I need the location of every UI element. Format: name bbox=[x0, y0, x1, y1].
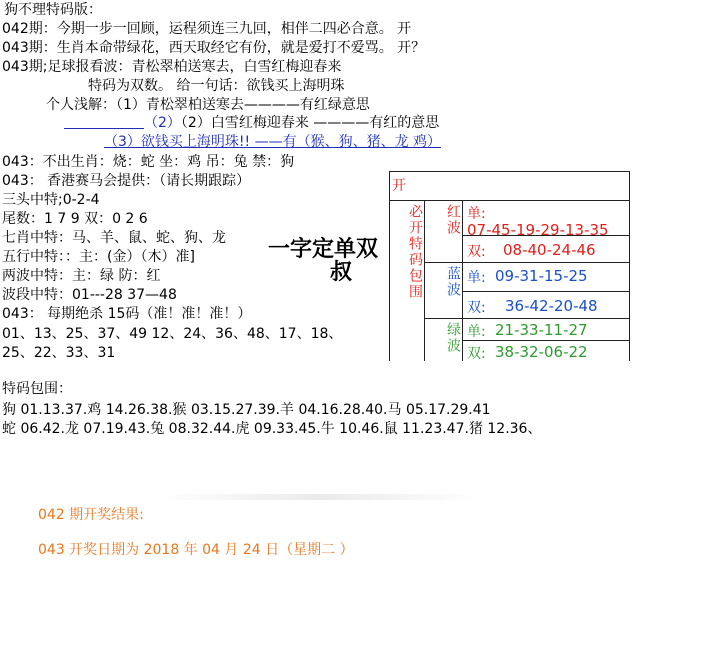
wave-red-label: 红波 bbox=[424, 200, 462, 262]
wave-red-odd-label: 单: bbox=[467, 206, 486, 222]
two-waves: 两波中特：主：绿 防：红 bbox=[2, 268, 161, 284]
zodiac-numbers-row-1: 狗 01.13.37.鸡 14.26.38.猴 03.15.27.39.羊 04.16.28.40.马 05.17.29.41 bbox=[2, 402, 491, 418]
wave-blue-even bbox=[462, 291, 630, 318]
line-042-riddle: 042期：今期一步一回顾，运程须连三九回，相伴二四必合意。 开 bbox=[2, 21, 412, 37]
wave-blue-label: 蓝波 bbox=[424, 262, 462, 318]
wave-red-odd-numbers: 07-45-19-29-13-35 bbox=[467, 221, 609, 239]
big-heading: 一字定单双 bbox=[268, 237, 379, 262]
special-code-heading: 特码包围： bbox=[2, 381, 72, 397]
wave-blue-odd-numbers: 09-31-15-25 bbox=[495, 267, 588, 285]
wave-green-odd-numbers: 21-33-11-27 bbox=[495, 321, 588, 339]
wave-green-odd bbox=[462, 318, 630, 340]
big-heading-2: 叔 bbox=[330, 260, 353, 285]
wave-red-even bbox=[462, 235, 630, 262]
wave-green-even-numbers: 38-32-06-22 bbox=[495, 343, 588, 361]
wave-red-odd bbox=[462, 200, 630, 239]
result-042: 042 期开奖结果: bbox=[38, 507, 144, 523]
wave-red-even-label: 双: bbox=[467, 244, 486, 260]
line-043-football: 043期;足球报看波：青松翠柏送寒去，白雪红梅迎春来 bbox=[2, 59, 342, 75]
line-043-even: 特码为双数。 给一句话：欲钱买上海明珠 bbox=[88, 78, 345, 94]
explanation-3: （3）欲钱买上海明珠!! ——有（猴、狗、猪、龙 鸡） bbox=[104, 134, 442, 150]
wave-blue-even-label: 双: bbox=[467, 300, 486, 316]
wave-red-even-numbers: 08-40-24-46 bbox=[503, 241, 596, 259]
no-zodiac: 043：不出生肖：烧：蛇 坐：鸡 吊：兔 禁：狗 bbox=[2, 154, 295, 170]
explanation-1: 个人浅解：（1）青松翠柏送寒去————有红绿意思 bbox=[46, 97, 370, 113]
wave-blue-even-numbers: 36-42-20-48 bbox=[505, 297, 598, 315]
faded-divider bbox=[160, 494, 480, 500]
line-043-riddle: 043期：生肖本命带绿花，西天取经它有份，就是爱打不爱骂。 开？ bbox=[2, 40, 426, 56]
kill-15: 043： 每期绝杀 15码（准！准！准！） bbox=[2, 306, 252, 322]
seven-zodiac: 七肖中特：马、羊、鼠、蛇、狗、龙 bbox=[2, 230, 226, 246]
explanation-2-text: （2）白雪红梅迎春来 ————有红的意思 bbox=[180, 115, 440, 131]
page-title: 狗不理特码版： bbox=[4, 2, 102, 18]
five-elements: 五行中特：：主：(金）（木）准] bbox=[2, 249, 195, 265]
hk-jockey-line: 043： 香港赛马会提供：（请长期跟踪） bbox=[2, 173, 251, 189]
special-code-table bbox=[389, 171, 630, 361]
wave-blue-odd bbox=[462, 262, 630, 291]
zodiac-numbers-row-2: 蛇 06.42.龙 07.19.43.兔 08.32.44.虎 09.33.45.牛 10.46.鼠 11.23.47.猪 12.36、 bbox=[2, 421, 542, 437]
table-open-cell bbox=[389, 171, 630, 200]
explanation-2-label: （2） bbox=[144, 115, 181, 131]
kill-numbers-1: 01、13、25、37、49 12、24、36、48、17、18、 bbox=[2, 326, 343, 342]
wave-range: 波段中特：01---28 37—48 bbox=[2, 287, 177, 303]
wave-green-even bbox=[462, 340, 630, 361]
kill-numbers-2: 25、22、33、31 bbox=[2, 345, 116, 361]
tail-numbers: 尾数：1 7 9 双：0 2 6 bbox=[2, 211, 148, 227]
wave-blue-odd-label: 单: bbox=[467, 270, 486, 286]
table-side-label: 必开特码包围 bbox=[389, 200, 424, 361]
wave-green-even-label: 双: bbox=[467, 346, 486, 362]
explanation-2 bbox=[144, 114, 439, 132]
three-heads: 三头中特;0-2-4 bbox=[2, 192, 100, 208]
wave-green-odd-label: 单: bbox=[467, 324, 486, 340]
table-open-label: 开 bbox=[392, 178, 406, 194]
explanation-underline bbox=[64, 128, 144, 129]
draw-date-043: 043 开奖日期为 2018 年 04 月 24 日（星期二 ） bbox=[38, 542, 354, 558]
wave-green-label: 绿波 bbox=[424, 318, 462, 361]
